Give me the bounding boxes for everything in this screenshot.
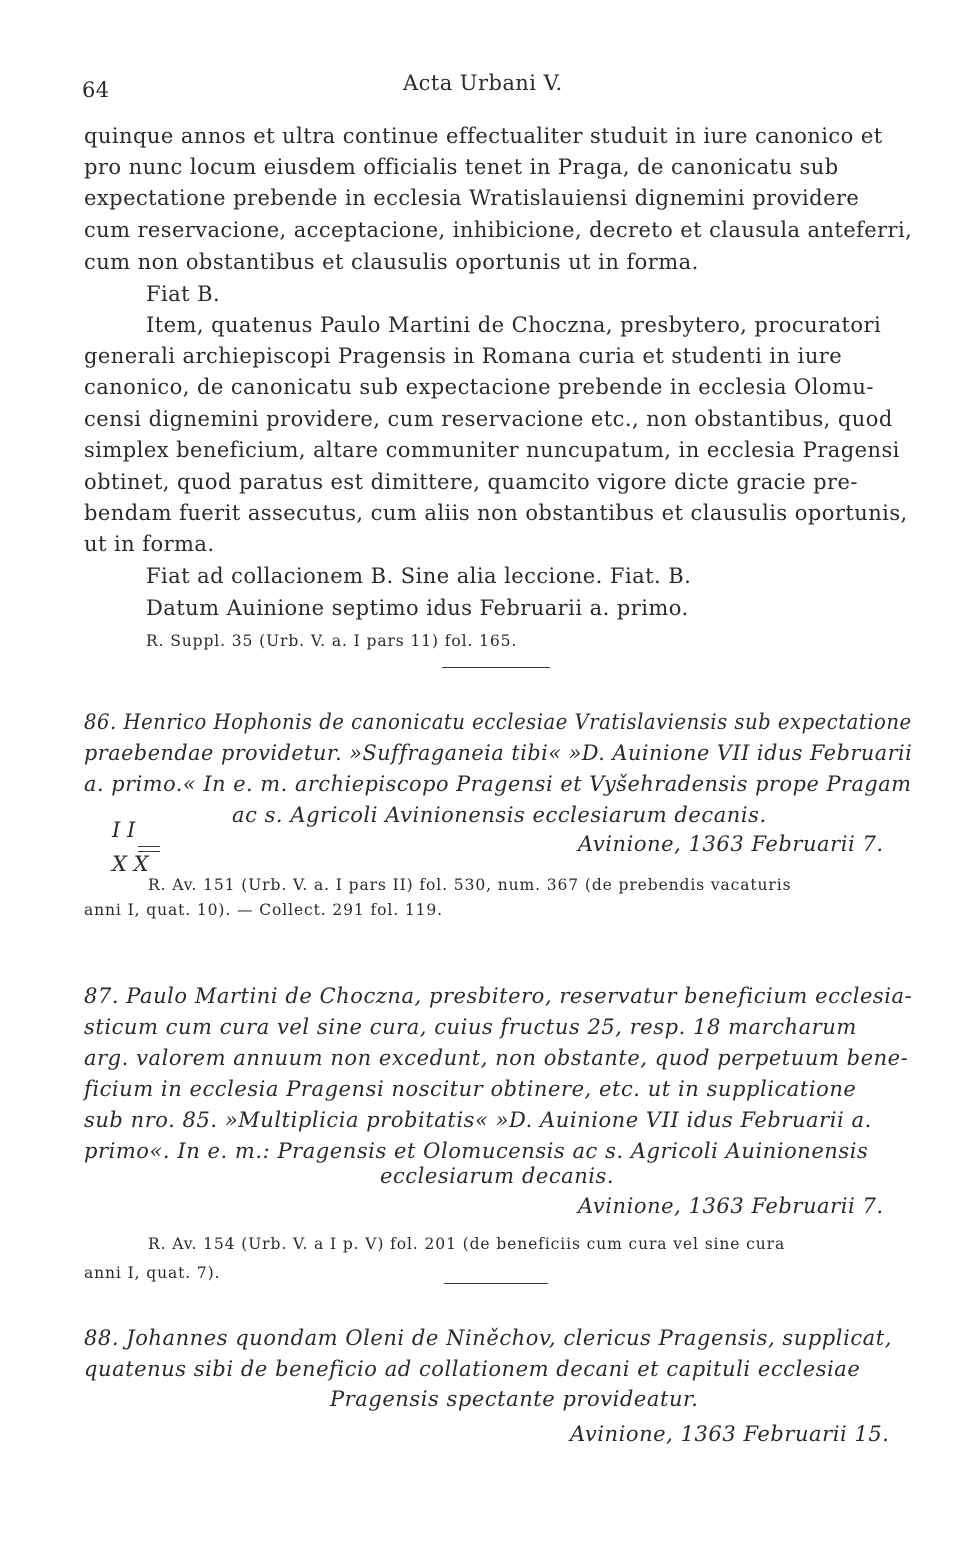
entry-87-line: sub nro. 85. »Multiplicia probitatis« »D. Auinione VII idus Februarii a. [84,1108,872,1132]
text-line: quinque annos et ultra continue effectualiter studuit in iure canonico et [84,124,883,148]
entry-86-source: R. Av. 151 (Urb. V. a. I pars II) fol. 530, num. 367 (de prebendis vacaturis [148,876,792,894]
text-line: simplex beneficium, altare communiter nuncupatum, in ecclesia Pragensi [84,438,900,462]
entry-87-line: ecclesiarum decanis. [380,1164,615,1188]
entry-87-line: sticum cum cura vel sine cura, cuius fructus 25, resp. 18 marcharum [84,1015,857,1039]
entry-87-line: 87. Paulo Martini de Choczna, presbitero, reservatur beneficium ecclesia- [84,984,913,1008]
text-line: cum reservacione, acceptacione, inhibicione, decreto et clausula anteferri, [84,218,913,242]
text-line: censi dignemini providere, cum reservacione etc., non obstantibus, quod [84,407,893,431]
text-line: cum non obstantibus et clausulis oportunis ut in forma. [84,250,699,274]
text-line: expectatione prebende in ecclesia Wratislauiensi dignemini providere [84,186,860,210]
entry-86-date: Avinione, 1363 Februarii 7. [578,832,884,856]
text-line: canonico, de canonicatu sub expectacione prebende in ecclesia Olomu- [84,375,874,399]
fraction-bottom: X X [112,852,149,876]
page-number: 64 [82,78,110,102]
entry-87-source: anni I, quat. 7). [84,1264,221,1282]
separator-rule [442,667,550,668]
fiat-collacio-line: Fiat ad collacionem B. Sine alia leccione. Fiat. B. [146,564,692,588]
entry-86-line: a. primo.« In e. m. archiepiscopo Pragensi et Vyšehradensis prope Pragam [84,772,912,796]
entry-87-date: Avinione, 1363 Februarii 7. [578,1194,884,1218]
entry-86-source: anni I, quat. 10). — Collect. 291 fol. 119. [84,901,443,919]
entry-88-line: Pragensis spectante provideatur. [330,1387,699,1411]
text-line: Item, quatenus Paulo Martini de Choczna, presbytero, procuratori [146,313,882,337]
registry-fraction [112,820,182,880]
entry-86-line: praebendae providetur. »Suffraganeia tibi« »D. Auinione VII idus Februarii [84,741,913,765]
entry-87-line: arg. valorem annuum non excedunt, non obstante, quod perpetuum bene- [84,1046,909,1070]
entry-88-line: 88. Johannes quondam Oleni de Niněchov, clericus Pragensis, supplicat, [84,1326,892,1350]
text-line: generali archiepiscopi Pragensis in Romana curia et studenti in iure [84,344,843,368]
entry-87-line: primo«. In e. m.: Pragensis et Olomucensis ac s. Agricoli Auinionensis [84,1139,869,1163]
fraction-top: I I [112,818,136,842]
fraction-bar [138,846,160,847]
source-reference: R. Suppl. 35 (Urb. V. a. I pars 11) fol. 165. [146,632,518,650]
entry-88-line: quatenus sibi de beneficio ad collationem decani et capituli ecclesiae [84,1357,861,1381]
entry-86-line: 86. Henrico Hophonis de canonicatu ecclesiae Vratislaviensis sub expectatione [84,710,912,734]
entry-87-line: ficium in ecclesia Pragensi noscitur obtinere, etc. ut in supplicatione [84,1077,857,1101]
text-line: ut in forma. [84,532,215,556]
text-line: bendam fuerit assecutus, cum aliis non obstantibus et clausulis oportunis, [84,501,908,525]
datum-line: Datum Auinione septimo idus Februarii a. primo. [146,596,689,620]
fiat-line: Fiat B. [146,282,221,306]
running-title: Acta Urbani V. [403,71,563,95]
entry-87-source: R. Av. 154 (Urb. V. a I p. V) fol. 201 (de beneficiis cum cura vel sine cura [148,1235,786,1253]
text-line: pro nunc locum eiusdem officialis tenet in Praga, de canonicatu sub [84,155,839,179]
entry-88-date: Avinione, 1363 Februarii 15. [570,1422,890,1446]
entry-86-line: ac s. Agricoli Avinionensis ecclesiarum decanis. [232,803,767,827]
separator-rule [444,1283,548,1284]
text-line: obtinet, quod paratus est dimittere, quamcito vigore dicte gracie pre- [84,470,858,494]
